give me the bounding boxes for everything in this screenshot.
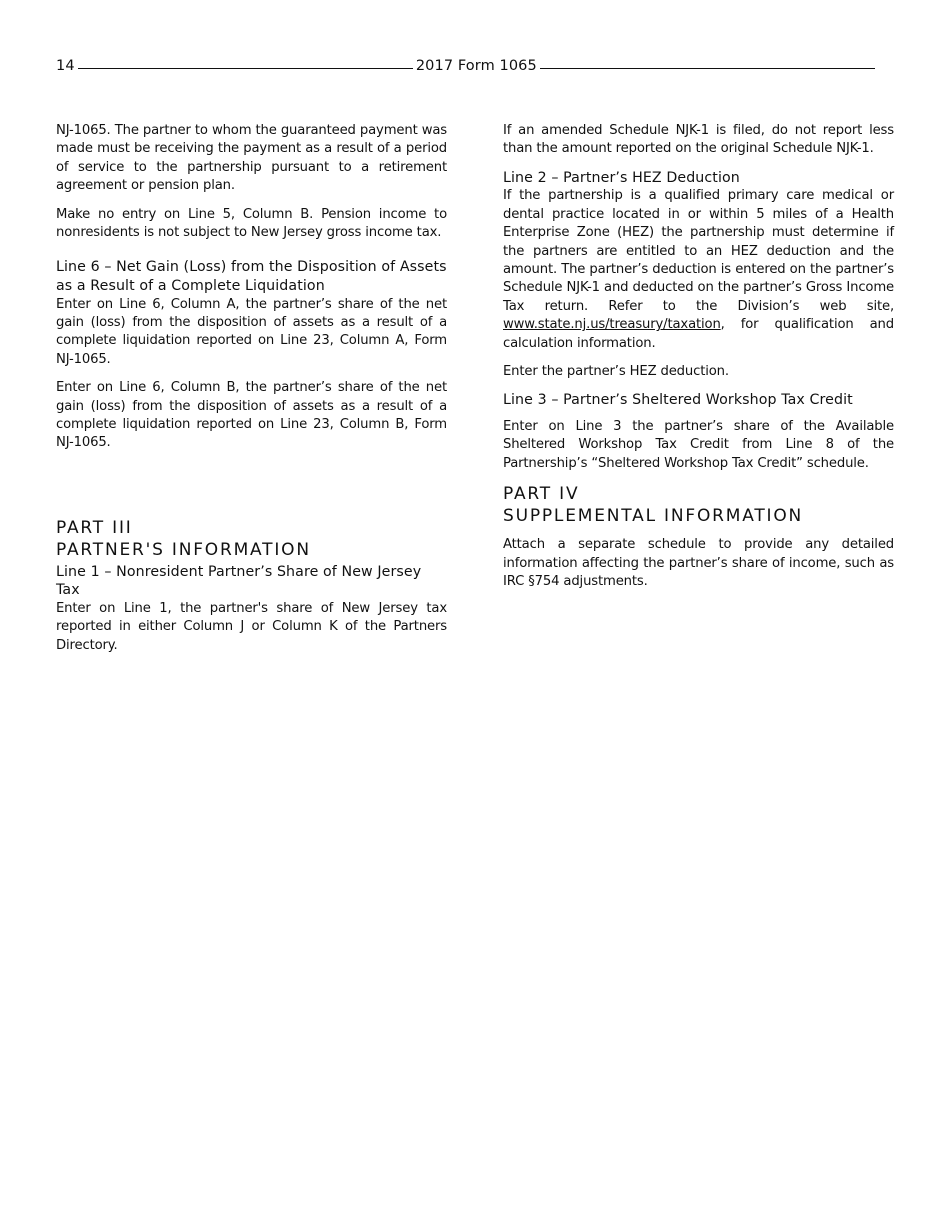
part4-subtitle: SUPPLEMENTAL INFORMATION <box>503 506 804 527</box>
paragraph-line6-columna: Enter on Line 6, Column A, the partner’s share of the net gain (loss) from the disposition of assets as a result of a complete liquidation reported on Line 23, Column A, Form NJ-1065. <box>56 296 447 367</box>
part4-title: PART IV <box>503 484 580 505</box>
part3-subtitle: PARTNER'S INFORMATION <box>56 539 311 560</box>
paragraph-line2-hez <box>503 187 894 353</box>
paragraph-line5-columnb: Make no entry on Line 5, Column B. Pension income to nonresidents is not subject to New Jersey gross income tax. <box>56 206 447 241</box>
line2-text-end: , for qualification and calculation information. <box>503 317 894 351</box>
paragraph-pension-continued: NJ-1065. The partner to whom the guaranteed payment was made must be receiving the payment as a result of a period of service to the partnership pursuant to a retirement agreement or pension plan. <box>56 123 447 194</box>
form-title: 2017 Form 1065 <box>415 58 537 74</box>
page-header <box>56 58 878 74</box>
spacer <box>56 463 447 517</box>
header-rule-right <box>540 68 875 69</box>
line6-heading: Line 6 – Net Gain (Loss) from the Disposition of Assets as a Result of a Complete Liquidation <box>56 259 447 295</box>
left-column <box>56 122 447 665</box>
header-rule-left <box>78 68 413 69</box>
line2-heading: Line 2 – Partner’s HEZ Deduction <box>503 169 740 186</box>
taxation-website-link[interactable]: www.state.nj.us/treasury/taxation <box>503 317 721 333</box>
line2-text: If the partnership is a qualified primary care medical or dental practice located in or within 5 miles of a Health Enterprise Zone (HEZ) the partnership must determine if the partners are entitled to an HEZ deduction and the amount. The partner’s deduction is entered on the partner’s Schedule NJK-1 and deducted on the partner’s Gross Income Tax return. Refer to the Division’s web site, <box>503 188 894 314</box>
paragraph-amended-njk1: If an amended Schedule NJK-1 is filed, do not report less than the amount reported on the original Schedule NJK-1. <box>503 123 894 157</box>
part3-title: PART III <box>56 517 133 538</box>
paragraph-line6-columnb: Enter on Line 6, Column B, the partner’s share of the net gain (loss) from the disposition of assets as a result of a complete liquidation reported on Line 23, Column B, Form NJ-1065. <box>56 380 447 451</box>
paragraph-line3: Enter on Line 3 the partner’s share of the Available Sheltered Workshop Tax Credit from Line 8 of the Partnership’s “Sheltered Workshop Tax Credit” schedule. <box>503 419 894 471</box>
page-number: 14 <box>56 58 75 74</box>
paragraph-hez-deduction: Enter the partner’s HEZ deduction. <box>503 364 729 380</box>
line1-heading: Line 1 – Nonresident Partner’s Share of New Jersey Tax <box>56 563 422 599</box>
paragraph-supplemental: Attach a separate schedule to provide any detailed information affecting the partner’s share of income, such as IRC §754 adjustments. <box>503 537 894 590</box>
line3-heading: Line 3 – Partner’s Sheltered Workshop Tax Credit <box>503 392 853 409</box>
paragraph-line1: Enter on Line 1, the partner's share of New Jersey tax reported in either Column J or Column K of the Partners Directory. <box>56 601 447 653</box>
right-column <box>503 122 894 602</box>
